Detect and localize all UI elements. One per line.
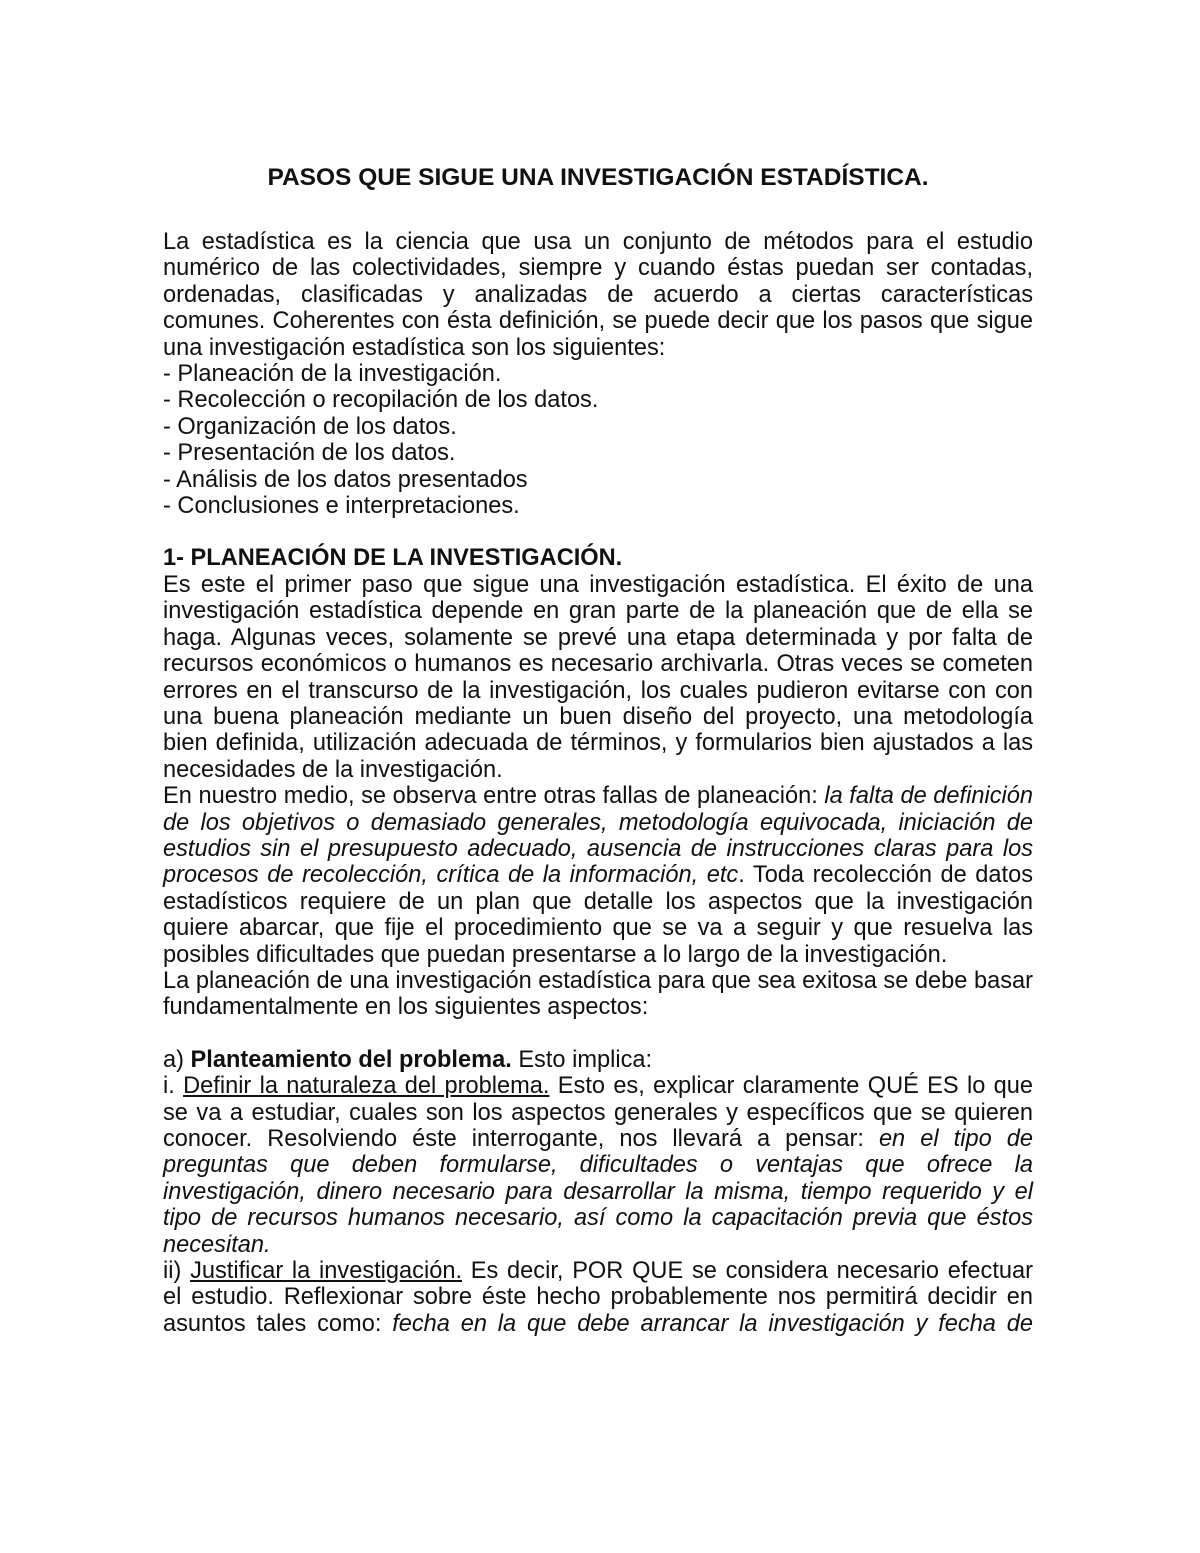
list-item: - Presentación de los datos.	[163, 440, 456, 467]
item-italic: en el tipo de preguntas que deben formularse, dificultades o ventajas que ofrece la investigación, dinero necesario para desarrollar la misma, tiempo requerido y el tipo de recursos humanos necesario, así como la capacitación previa que éstos necesitan.	[163, 1126, 1034, 1258]
list-item: - Análisis de los datos presentados	[163, 466, 528, 493]
list-item: - Planeación de la investigación.	[163, 361, 502, 388]
steps-list	[163, 361, 1033, 519]
subsection-a-heading	[163, 1047, 1033, 1073]
item-italic: fecha en la que debe arrancar la investigación y fecha de	[392, 1310, 1033, 1337]
section-heading: 1- PLANEACIÓN DE LA INVESTIGACIÓN.	[163, 545, 623, 572]
item-ii-paragraph	[163, 1258, 1033, 1337]
subsection-title: Planteamiento del problema.	[190, 1046, 512, 1073]
document-title: PASOS QUE SIGUE UNA INVESTIGACIÓN ESTADÍSTICA.	[267, 164, 929, 191]
item-title: Definir la naturaleza del problema.	[183, 1073, 550, 1100]
list-item: - Conclusiones e interpretaciones.	[163, 493, 520, 520]
document-page	[163, 163, 1033, 1337]
item-i-paragraph	[163, 1073, 1033, 1258]
section1-paragraph-3: La planeación de una investigación estadística para que sea exitosa se debe basar fundamentalmente en los siguientes aspectos:	[163, 967, 1033, 1021]
spacer	[163, 1021, 1033, 1047]
paragraph-rest: . Toda recolección de datos estadísticos requiere de un plan que detalle los aspectos que la investigación quiere abarcar, que fije el procedimiento que se va a seguir y que resuelva las posibles dificultades que puedan presentarse a lo largo de la investigación.	[163, 862, 1033, 968]
list-item: - Organización de los datos.	[163, 413, 457, 440]
italic-emphasis: la falta de definición de los objetivos o demasiado generales, metodología equivocada, iniciación de estudios sin el presupuesto adecuado, ausencia de instrucciones claras para los procesos de recolección, crítica de la información, etc	[163, 783, 1033, 889]
item-text: Es decir, POR QUE se considera necesario efectuar el estudio. Reflexionar sobre éste hecho probablemente nos permitirá decidir en asuntos tales como:	[163, 1258, 1033, 1337]
item-title: Justificar la investigación.	[190, 1258, 463, 1285]
section1-paragraph-2	[163, 783, 1033, 968]
section1-paragraph-1: Es este el primer paso que sigue una investigación estadística. El éxito de una investigación estadística depende en gran parte de la planeación que de ella se haga. Algunas veces, solamente se prevé una etapa determinada y por falta de recursos económicos o humanos es necesario archivarla. Otras veces se cometen errores en el transcurso de la investigación, los cuales pudieron evitarse con con una buena planeación mediante un buen diseño del proyecto, una metodología bien definida, utilización adecuada de términos, y formularios bien ajustados a las necesidades de la investigación.	[163, 571, 1033, 783]
subsection-prefix: a)	[163, 1046, 191, 1073]
item-prefix: ii)	[163, 1258, 191, 1285]
item-prefix: i.	[163, 1073, 184, 1100]
subsection-suffix: Esto implica:	[511, 1046, 653, 1073]
paragraph-lead: En nuestro medio, se observa entre otras fallas de planeación:	[163, 783, 825, 810]
item-text: Esto es, explicar claramente QUÉ ES lo que se va a estudiar, cuales son los aspectos generales y específicos que se quieren conocer. Resolviendo éste interrogante, nos llevará a pensar:	[163, 1073, 1033, 1152]
intro-paragraph: La estadística es la ciencia que usa un conjunto de métodos para el estudio numérico de las colectividades, siempre y cuando éstas puedan ser contadas, ordenadas, clasificadas y analizadas de acuerdo a ciertas características comunes. Coherentes con ésta definición, se puede decir que los pasos que sigue una investigación estadística son los siguientes:	[163, 229, 1033, 361]
list-item: - Recolección o recopilación de los datos.	[163, 387, 599, 414]
